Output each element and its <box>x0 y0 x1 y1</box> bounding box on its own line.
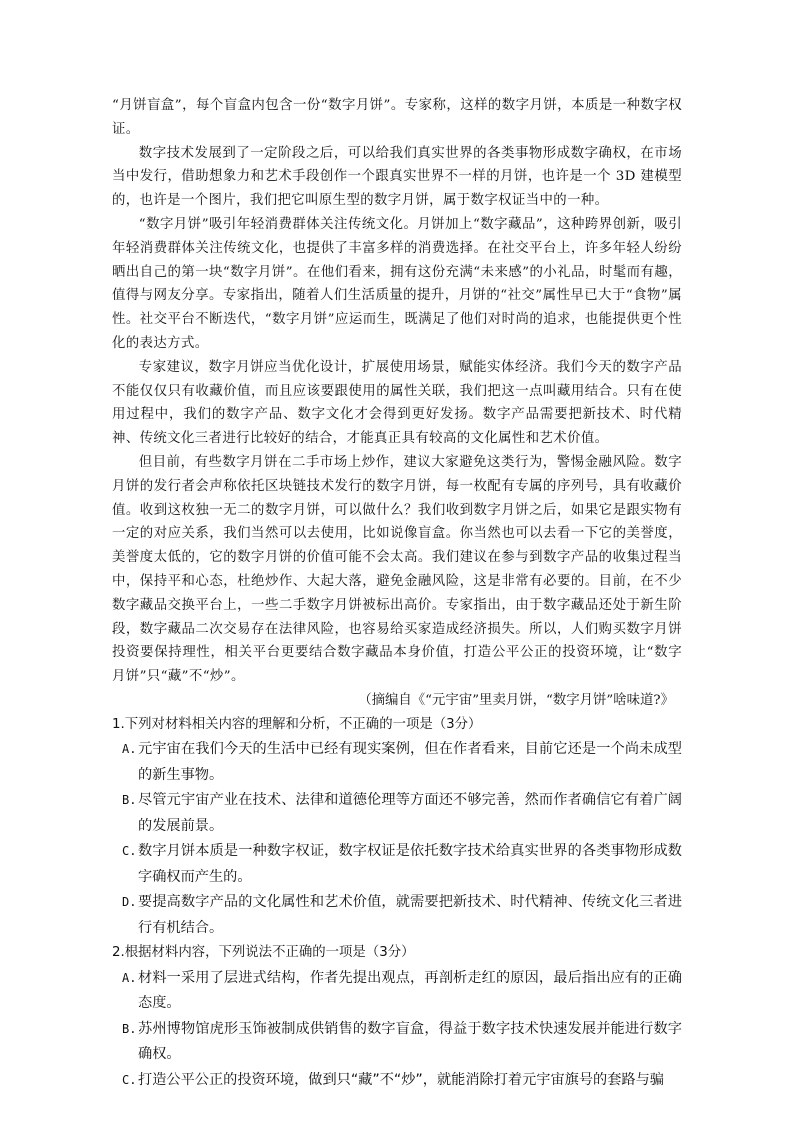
option-c <box>112 839 682 890</box>
passage-paragraph-3: “数字月饼”吸引年轻消费群体关注传统文化。月饼加上“数字藏品”，这种跨界创新，吸引年轻消费群体关注传统文化，也提供了丰富多样的消费选择。在社交平台上，许多年轻人纷纷晒出自己的第一块“数字月饼”。在他们看来，拥有这份充满“未来感”的小礼品，时髦而有趣，值得与网友分享。专家指出，随着人们生活质量的提升，月饼的“社交”属性早已大于“食物”属性。社交平台不断迭代，“数字月饼”应运而生，既满足了他们对时尚的追求，也能提供更个性化的表达方式。 <box>112 216 682 351</box>
question-2 <box>112 941 682 1093</box>
option-b <box>112 788 682 839</box>
passage-paragraph-5: 但目前，有些数字月饼在二手市场上炒作，建议大家避免这类行为，警惕金融风险。数字月饼的发行者会声称依托区块链技术发行的数字月饼，每一枚配有专属的序列号，具有收藏价值。收到这枚独一无二的数字月饼，可以做什么？我们收到数字月饼之后，如果它是跟实物有一定的对应关系，我们当然可以去使用，比如说像盲盒。你当然也可以去看一下它的美誉度，美誉度太低的，它的数字月饼的价值可能不会太高。我们建议在参与到数字产品的收集过程当中，保持平和心态，杜绝炒作、大起大落，避免金融风险，这是非常有必要的。目前，在不少数字藏品交换平台上，一些二手数字月饼被标出高价。专家指出，由于数字藏品还处于新生阶段，数字藏品二次交易存在法律风险，也容易给买家造成经济损失。所以，人们购买数字月饼投资要保持理性，相关平台更要结合数字藏品本身价值，打造公平公正的投资环境，让“数字月饼”只“藏”不“炒”。 <box>112 454 682 685</box>
passage-paragraph-4: 专家建议，数字月饼应当优化设计，扩展使用场景，赋能实体经济。我们今天的数字产品不能仅仅只有收藏价值，而且应该要跟使用的属性关联，我们把这一点叫藏用结合。只有在使用过程中，我们的数字产品、数字文化才会得到更好发扬。数字产品需要把新技术、时代精神、传统文化三者进行比较好的结合，才能真正具有较高的文化属性和艺术价值。 <box>112 359 682 447</box>
passage-source: （摘编自《“元宇宙”里卖月饼，“数字月饼”啥味道?》 <box>358 692 674 708</box>
reading-passage <box>112 94 682 689</box>
question-1 <box>112 713 682 942</box>
option-letter: C. <box>122 844 137 859</box>
option-letter: D. <box>122 895 137 910</box>
option-c <box>112 1068 682 1094</box>
option-a <box>112 966 682 1017</box>
option-letter: C. <box>122 1072 137 1087</box>
document-page <box>112 94 682 1093</box>
option-letter: B. <box>122 1021 137 1036</box>
option-text: 数字月饼本质是一种数字权证，数字权证是依托数字技术给真实世界的各类事物形成数字确权而产生的。 <box>138 843 682 885</box>
option-text: 打造公平公正的投资环境，做到只“藏”不“炒”，就能消除打着元宇宙旗号的套路与骗 <box>138 1071 664 1088</box>
option-text: 材料一采用了层进式结构，作者先提出观点，再剖析走红的原因，最后指出应有的正确态度。 <box>138 969 682 1012</box>
passage-paragraph-2: 数字技术发展到了一定阶段之后，可以给我们真实世界的各类事物形成数字确权，在市场当中发行，借助想象力和艺术手段创作一个跟真实世界不一样的月饼，也许是一个 3D 建模型的，也许是一个图片，我们把它叫原生型的数字月饼，属于数字权证当中的一种。 <box>112 145 682 209</box>
option-b <box>112 1017 682 1068</box>
option-a <box>112 737 682 788</box>
option-text: 元宇宙在我们今天的生活中已经有现实案例，但在作者看来，目前它还是一个尚未成型的新生事物。 <box>138 741 682 783</box>
question-stem: 2.根据材料内容，下列说法不正确的一项是（3分） <box>112 945 415 961</box>
option-text: 尽管元宇宙产业在技术、法律和道德伦理等方面还不够完善，然而作者确信它有着广阔的发展前景。 <box>138 792 682 834</box>
option-text: 苏州博物馆虎形玉饰被制成供销售的数字盲盒，得益于数字技术快速发展并能进行数字确权。 <box>138 1020 682 1063</box>
option-letter: B. <box>122 793 137 808</box>
passage-paragraph-1: “月饼盲盒”，每个盲盒内包含一份“数字月饼”。专家称，这样的数字月饼，本质是一种数字权证。 <box>112 98 682 137</box>
option-letter: A. <box>122 742 137 757</box>
option-text: 要提高数字产品的文化属性和艺术价值，就需要把新技术、时代精神、传统文化三者进行有机结合。 <box>138 894 682 936</box>
question-stem: 1.下列对材料相关内容的理解和分析，不正确的一项是（3分） <box>112 716 482 732</box>
option-d <box>112 890 682 941</box>
option-letter: A. <box>122 970 137 985</box>
